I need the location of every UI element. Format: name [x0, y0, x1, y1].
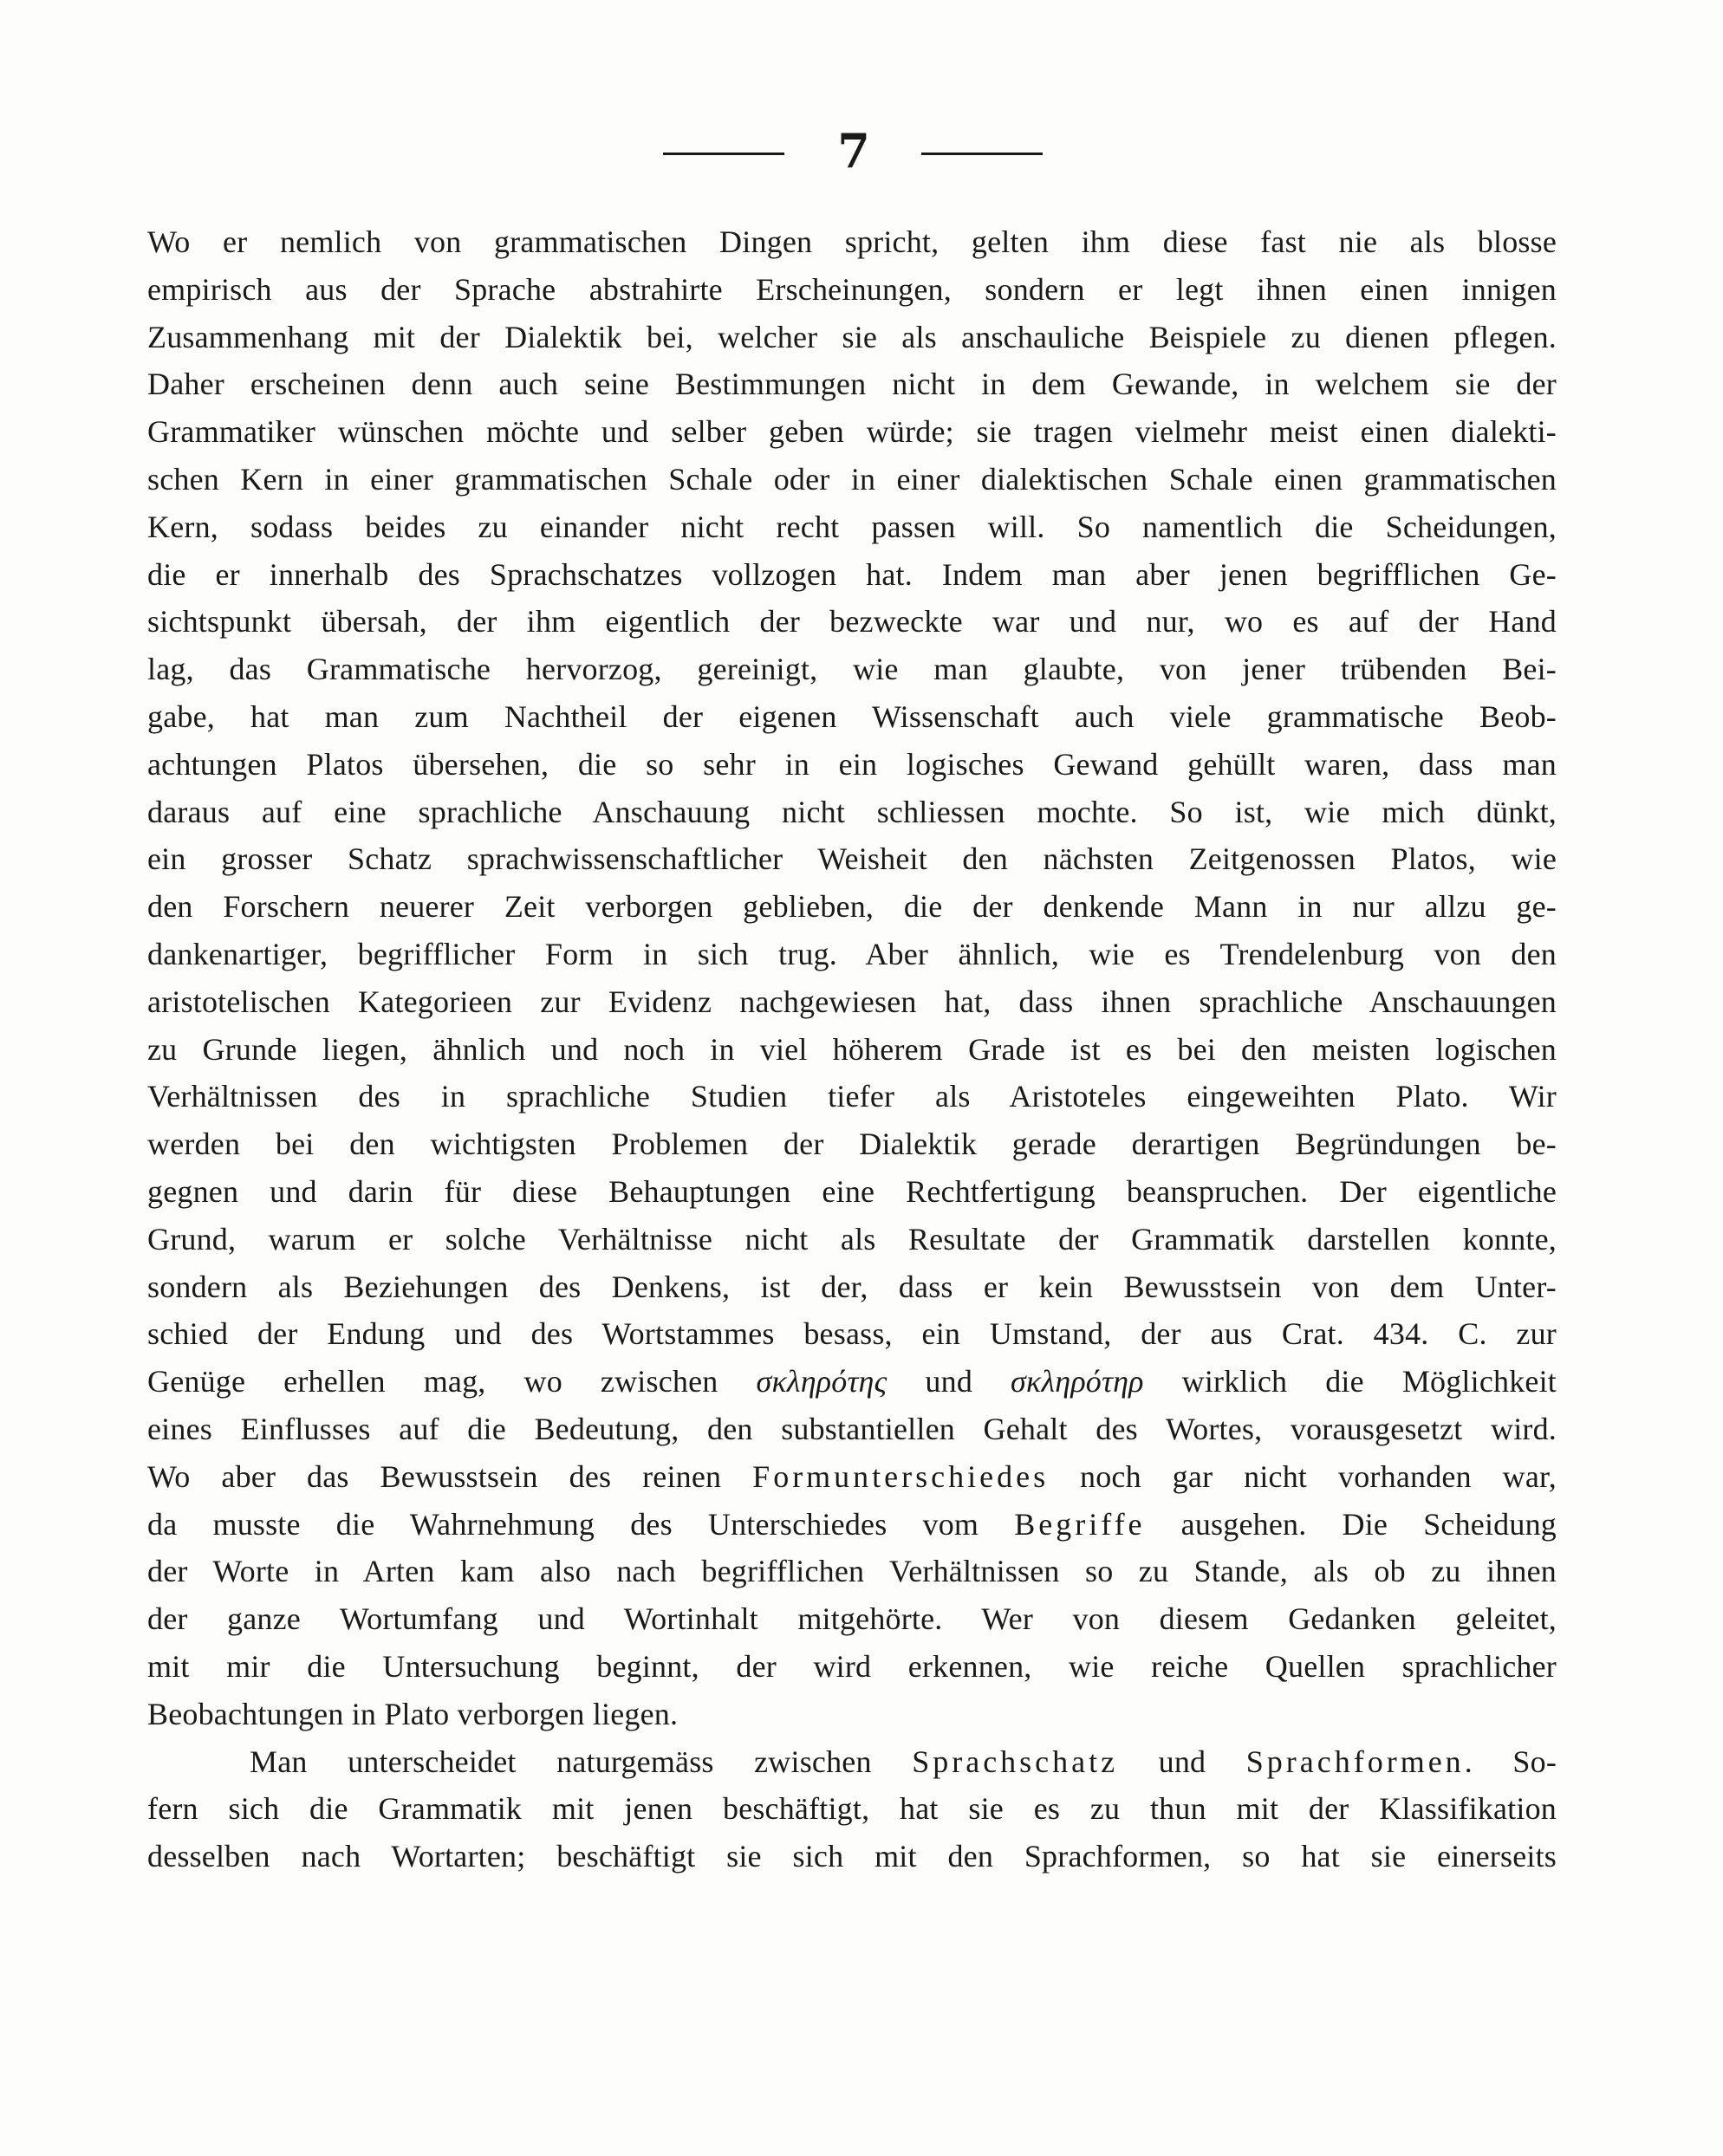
text-line: eines Einflusses auf die Bedeutung, den substantiellen Gehalt des Wortes, vorausgesetzt wird. — [147, 1411, 1557, 1446]
text-line-greek — [147, 1358, 1557, 1406]
text-segment: noch gar nicht vorhanden war, — [1049, 1458, 1557, 1494]
text-line: Wo er nemlich von grammatischen Dingen spricht, gelten ihm diese fast nie als blosse — [147, 224, 1557, 259]
text-segment: da musste die Wahrnehmung des Unterschiedes vom — [147, 1506, 1015, 1542]
text-line: Kern, sodass beides zu einander nicht recht passen will. So namentlich die Scheidungen, — [147, 509, 1557, 544]
text-segment: und — [1118, 1744, 1246, 1779]
emphasized-word: Formunterschiedes — [752, 1458, 1050, 1494]
body-text — [147, 218, 1557, 1880]
text-line: gabe, hat man zum Nachtheil der eigenen Wissenschaft auch viele grammatische Beob- — [147, 698, 1557, 734]
page-header — [0, 123, 1723, 180]
text-line: empirisch aus der Sprache abstrahirte Erscheinungen, sondern er legt ihnen einen innigen — [147, 271, 1557, 307]
text-line-paragraph-end: Beobachtungen in Plato verborgen liegen. — [147, 1696, 679, 1731]
text-line: aristotelischen Kategorieen zur Evidenz nachgewiesen hat, dass ihnen sprachliche Anschauungen — [147, 984, 1557, 1019]
text-line-emphasis — [147, 1453, 1557, 1501]
text-line: fern sich die Grammatik mit jenen beschäftigt, hat sie es zu thun mit der Klassifikation — [147, 1791, 1557, 1827]
text-line: sichtspunkt übersah, der ihm eigentlich der bezweckte war und nur, wo es auf der Hand — [147, 604, 1557, 640]
text-line: schied der Endung und des Wortstammes besass, ein Umstand, der aus Crat. 434. C. zur — [147, 1316, 1557, 1352]
emphasized-word: Begriffe — [1014, 1506, 1146, 1542]
text-segment: . So- — [1464, 1744, 1557, 1779]
text-line-paragraph-start — [147, 1738, 1557, 1786]
text-line: desselben nach Wortarten; beschäftigt sie sich mit den Sprachformen, so hat sie einerseits — [147, 1839, 1557, 1874]
text-line: Zusammenhang mit der Dialektik bei, welcher sie als anschauliche Beispiele zu dienen pflegen. — [147, 319, 1557, 354]
text-line: Grammatiker wünschen möchte und selber geben würde; sie tragen vielmehr meist einen dialekti- — [147, 414, 1557, 450]
text-segment: wirklich die Möglichkeit — [1143, 1364, 1557, 1399]
text-line: den Forschern neuerer Zeit verborgen geblieben, die der denkende Mann in nur allzu ge- — [147, 889, 1557, 925]
header-rule-right — [921, 153, 1043, 155]
text-segment: Wo aber das Bewusstsein des reinen — [147, 1458, 753, 1494]
text-line: die er innerhalb des Sprachschatzes vollzogen hat. Indem man aber jenen begrifflichen Ge- — [147, 556, 1557, 592]
text-line: daraus auf eine sprachliche Anschauung nicht schliessen mochte. So ist, wie mich dünkt, — [147, 794, 1557, 829]
text-line: ein grosser Schatz sprachwissenschaftlicher Weisheit den nächsten Zeitgenossen Platos, wie — [147, 841, 1557, 877]
text-line: mit mir die Untersuchung beginnt, der wird erkennen, wie reiche Quellen sprachlicher — [147, 1648, 1557, 1684]
text-segment: und — [887, 1364, 1011, 1399]
text-line: sondern als Beziehungen des Denkens, ist der, dass er kein Bewusstsein von dem Unter- — [147, 1269, 1557, 1304]
text-line: der ganze Wortumfang und Wortinhalt mitgehörte. Wer von diesem Gedanken geleitet, — [147, 1601, 1557, 1637]
text-line-emphasis — [147, 1501, 1557, 1549]
text-line: der Worte in Arten kam also nach begrifflichen Verhältnissen so zu Stande, als ob zu ihnen — [147, 1554, 1557, 1589]
text-line: gegnen und darin für diese Behauptungen eine Rechtfertigung beanspruchen. Der eigentliche — [147, 1173, 1557, 1209]
emphasized-word: Sprachschatz — [912, 1744, 1119, 1779]
text-segment: Man unterscheidet naturgemäss zwischen — [250, 1744, 913, 1779]
emphasized-word: Sprachformen — [1245, 1744, 1465, 1779]
text-line: Verhältnissen des in sprachliche Studien tiefer als Aristoteles eingeweihten Plato. Wir — [147, 1079, 1557, 1114]
greek-word: σκληρότηρ — [1011, 1364, 1144, 1399]
text-line: lag, das Grammatische hervorzog, gereinigt, wie man glaubte, von jener trübenden Bei- — [147, 652, 1557, 687]
text-segment: ausgehen. Die Scheidung — [1145, 1506, 1557, 1542]
text-line: achtungen Platos übersehen, die so sehr in ein logisches Gewand gehüllt waren, dass man — [147, 746, 1557, 782]
text-line: dankenartiger, begrifflicher Form in sich trug. Aber ähnlich, wie es Trendelenburg von den — [147, 936, 1557, 971]
header-rule-left — [663, 153, 784, 155]
greek-word: σκληρότης — [756, 1364, 888, 1399]
page-number: 7 — [837, 123, 870, 179]
text-line: schen Kern in einer grammatischen Schale oder in einer dialektischen Schale einen grammatischen — [147, 461, 1557, 497]
text-line: zu Grunde liegen, ähnlich und noch in viel höherem Grade ist es bei den meisten logischen — [147, 1031, 1557, 1067]
text-line: Grund, warum er solche Verhältnisse nicht als Resultate der Grammatik darstellen konnte, — [147, 1221, 1557, 1257]
text-segment: Genüge erhellen mag, wo zwischen — [147, 1364, 757, 1399]
text-line: werden bei den wichtigsten Problemen der Dialektik gerade derartigen Begründungen be- — [147, 1127, 1557, 1162]
text-line: Daher erscheinen denn auch seine Bestimmungen nicht in dem Gewande, in welchem sie der — [147, 367, 1557, 402]
